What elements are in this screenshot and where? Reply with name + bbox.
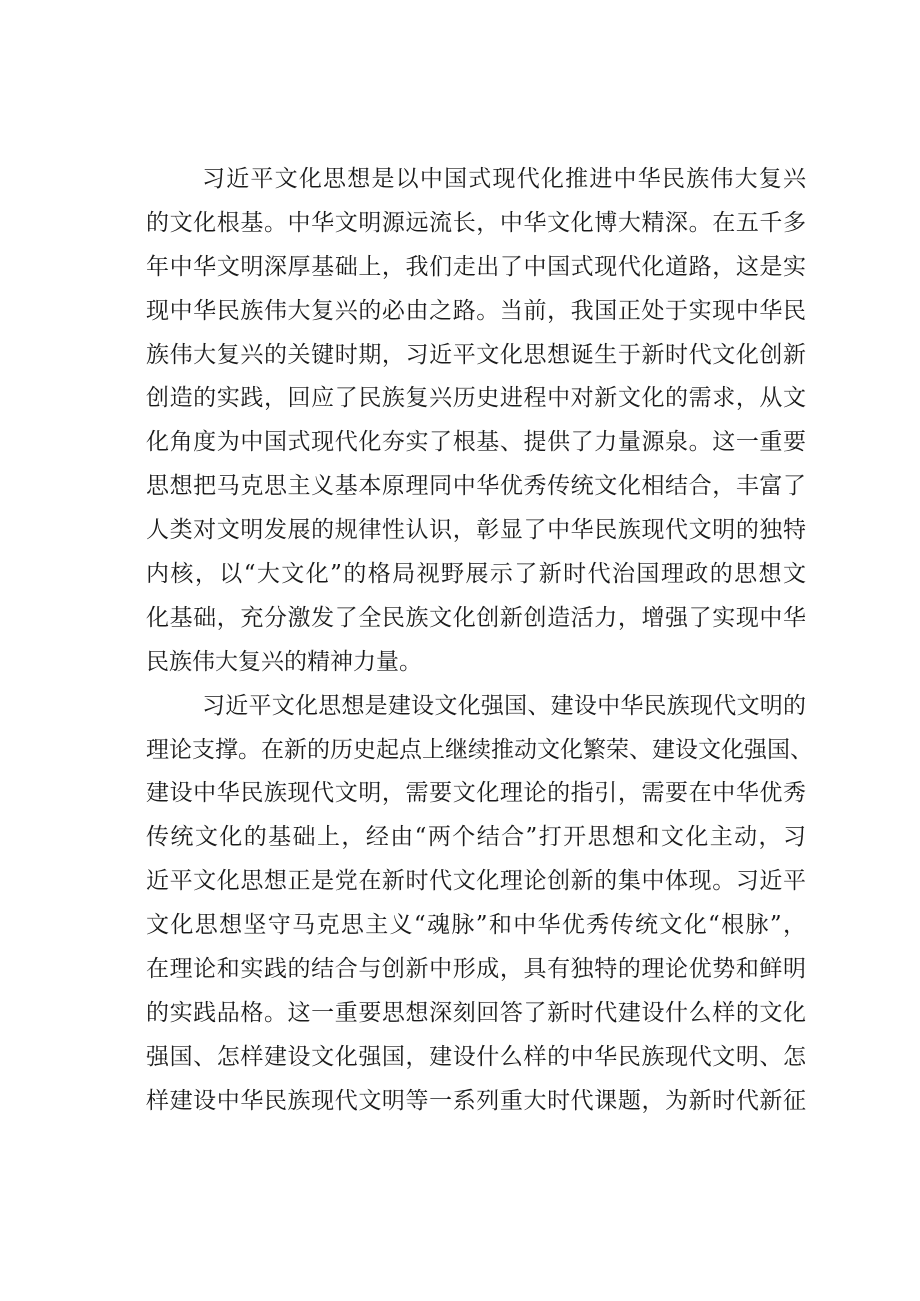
text-line: 民族伟大复兴的精神力量。 — [146, 648, 422, 675]
paragraph — [146, 685, 813, 1124]
text-line: 习近平文化思想是建设文化强国、建设中华民族现代文明的 — [202, 692, 806, 719]
text-line: 内核，以“大文化”的格局视野展示了新时代治国理政的思想文 — [146, 561, 806, 588]
text-line: 建设中华民族现代文明，需要文化理论的指引，需要在中华优秀 — [146, 780, 806, 807]
text-line: 理论支撑。在新的历史起点上继续推动文化繁荣、建设文化强国、 — [146, 736, 813, 763]
text-line: 年中华文明深厚基础上，我们走出了中国式现代化道路，这是实 — [146, 253, 806, 280]
text-line: 人类对文明发展的规律性认识，彰显了中华民族现代文明的独特 — [146, 517, 806, 544]
text-line: 族伟大复兴的关键时期，习近平文化思想诞生于新时代文化创新 — [146, 341, 806, 368]
text-line: 在理论和实践的结合与创新中形成，具有独特的理论优势和鲜明 — [146, 956, 806, 983]
text-line: 化角度为中国式现代化夯实了根基、提供了力量源泉。这一重要 — [146, 429, 806, 456]
text-line: 的实践品格。这一重要思想深刻回答了新时代建设什么样的文化 — [146, 999, 806, 1026]
text-line: 思想把马克思主义基本原理同中华优秀传统文化相结合，丰富了 — [146, 473, 806, 500]
text-line: 的文化根基。中华文明源远流长，中华文化博大精深。在五千多 — [146, 209, 806, 236]
text-line: 近平文化思想正是党在新时代文化理论创新的集中体现。习近平 — [146, 868, 806, 895]
text-line: 强国、怎样建设文化强国，建设什么样的中华民族现代文明、怎 — [146, 1043, 806, 1070]
text-line: 传统文化的基础上，经由“两个结合”打开思想和文化主动，习 — [146, 824, 806, 851]
text-line: 文化思想坚守马克思主义“魂脉”和中华优秀传统文化“根脉”， — [146, 912, 806, 939]
text-line: 创造的实践，回应了民族复兴历史进程中对新文化的需求，从文 — [146, 385, 806, 412]
text-line: 化基础，充分激发了全民族文化创新创造活力，增强了实现中华 — [146, 604, 806, 631]
body-text — [146, 158, 813, 1124]
text-line: 样建设中华民族现代文明等一系列重大时代课题，为新时代新征 — [146, 1087, 806, 1114]
paragraph — [146, 158, 806, 685]
text-line: 现中华民族伟大复兴的必由之路。当前，我国正处于实现中华民 — [146, 297, 806, 324]
text-line: 习近平文化思想是以中国式现代化推进中华民族伟大复兴 — [202, 166, 806, 192]
